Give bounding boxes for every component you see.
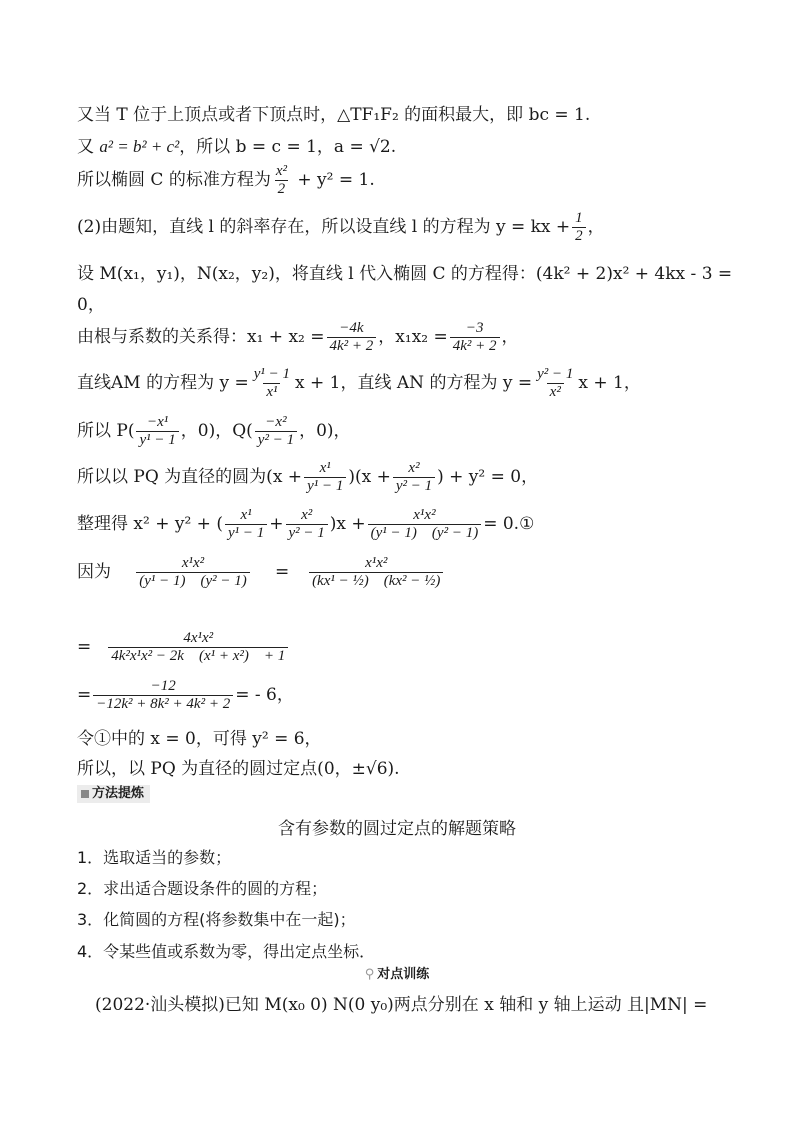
step-3: 3．化简圆的方程(将参数集中在一起)；	[77, 910, 356, 929]
line-4: (2)由题知，直线 l 的斜率存在，所以设直线 l 的方程为 y = kx + $\frac{1}{2}$ ，	[77, 210, 605, 244]
fraction: $\frac{\text{x¹}}{\text{y¹ − 1}}$	[304, 460, 346, 495]
line-9	[77, 414, 351, 449]
line-15: 令①中的 x = 0，可得 y² = 6，	[77, 729, 322, 749]
fraction: $\frac{\text{x¹x²}}{\text{(y¹ − 1) (y² − 1)}}$	[368, 507, 482, 542]
badge-icon	[81, 790, 89, 798]
fraction: $\frac{\text{x¹x²}}{\text{(y¹ − 1) (y² − 1)}}$	[113, 555, 273, 590]
fraction: $\frac{\text{x²}}{2}$	[275, 163, 287, 197]
line-5: 设 M(x₁，y₁)，N(x₂，y₂)，将直线 l 代入椭圆 C 的方程得：(4k² + 2)x² + 4kx - 3 =	[77, 264, 733, 284]
text: )x +	[329, 514, 366, 534]
text: ) + y² = 0，	[437, 467, 539, 487]
section-title: 含有参数的圆过定点的解题策略	[278, 819, 516, 839]
fraction: $\frac{\text{y¹ − 1}}{\text{x¹}}$	[253, 366, 291, 400]
line-7: 由根与系数的关系得：x₁ + x₂ = $\frac{-4k}{\text{4k² + 2}}$ ，x₁x₂ = $\frac{-3}{\text{4k² + 2}}$ ，	[77, 320, 519, 354]
fraction: $\frac{-4k}{\text{4k² + 2}}$	[327, 320, 377, 355]
fraction: $\frac{\text{−x¹}}{\text{y¹ − 1}}$	[136, 414, 178, 449]
fraction: $\frac{\text{x²}}{\text{y² − 1}}$	[286, 507, 328, 542]
line-8	[77, 366, 641, 401]
fraction: $\frac{\text{y² − 1}}{\text{x²}}$	[537, 366, 574, 400]
text: 因为	[77, 562, 111, 582]
fraction: $\frac{\text{x¹x²}}{\text{(kx¹ − ½) (kx² − ½)}}$	[291, 555, 461, 590]
equation: a² = b² + c²	[99, 137, 180, 156]
text: 直线AM 的方程为 y =	[77, 373, 249, 393]
text: =	[77, 685, 92, 705]
text: ，0)，Q(	[180, 421, 253, 441]
fraction: $\frac{\text{−x²}}{\text{y² − 1}}$	[255, 414, 297, 449]
text: = 0.①	[483, 514, 535, 534]
line-16: 所以，以 PQ 为直径的圆过定点(0，±√6).	[77, 759, 400, 779]
text: 所以以 PQ 为直径的圆为(x +	[77, 467, 303, 487]
text: )(x +	[348, 467, 391, 487]
line-3	[77, 163, 375, 198]
line-14	[77, 678, 294, 713]
drill-label: 对点训练	[377, 967, 430, 982]
text: 由根与系数的关系得：x₁ + x₂ =	[77, 327, 325, 347]
text: 所以 P(	[77, 421, 135, 441]
text: (2)由题知，直线 l 的斜率存在，所以设直线 l 的方程为 y = kx +	[77, 217, 571, 237]
line-2	[77, 136, 396, 158]
text: 又	[77, 137, 100, 157]
text: =	[77, 637, 92, 657]
fraction: $\frac{\text{x²}}{\text{y² − 1}}$	[393, 460, 435, 495]
text: +	[269, 514, 284, 534]
step-1: 1．选取适当的参数；	[77, 848, 232, 867]
text: x + 1，	[578, 373, 641, 393]
badge-label: 方法提炼	[92, 786, 145, 801]
text: 所以椭圆 C 的标准方程为	[77, 170, 271, 190]
method-badge	[77, 785, 150, 803]
text: ，0)，	[299, 421, 351, 441]
step-4: 4．令某些值或系数为零，得出定点坐标．	[77, 942, 376, 961]
fraction: $\frac{\text{x¹}}{\text{y¹ − 1}}$	[225, 507, 267, 542]
step-2: 2．求出适合题设条件的圆的方程；	[77, 879, 328, 898]
text: 整理得 x² + y² + (	[77, 514, 223, 534]
line-11	[77, 507, 534, 542]
line-10	[77, 460, 538, 495]
drill-heading	[0, 963, 794, 982]
line-12	[77, 555, 463, 590]
line-13	[77, 630, 305, 665]
exercise-line: (2022·汕头模拟)已知 M(x₀ 0) N(0 y₀)两点分别在 x 轴和 y 轴上运动 且|MN| =	[95, 995, 708, 1015]
magnifier-icon: ⚲	[364, 967, 375, 982]
fraction: $\frac{1}{2}$	[572, 210, 586, 245]
line-1: 又当 T 位于上顶点或者下顶点时，△TF₁F₂ 的面积最大，即 bc = 1.	[77, 105, 591, 125]
fraction: $\frac{-12}{\text{−12k² + 8k² + 4k² + 2}}$	[93, 678, 233, 713]
text: ，所以 b = c = 1，a = √2.	[179, 137, 397, 157]
text: = - 6，	[235, 685, 294, 705]
fraction: $\frac{\text{4x¹x²}}{\text{4k²x¹x² − 2k (x¹ + x²) + 1}}$	[93, 630, 303, 665]
line-6: 0，	[77, 295, 105, 315]
text: + y² = 1.	[291, 170, 375, 190]
fraction: $\frac{-3}{\text{4k² + 2}}$	[450, 320, 500, 355]
text: ，x₁x₂ =	[378, 327, 448, 347]
text: x + 1，直线 AN 的方程为 y =	[295, 373, 533, 393]
text: =	[275, 562, 290, 582]
